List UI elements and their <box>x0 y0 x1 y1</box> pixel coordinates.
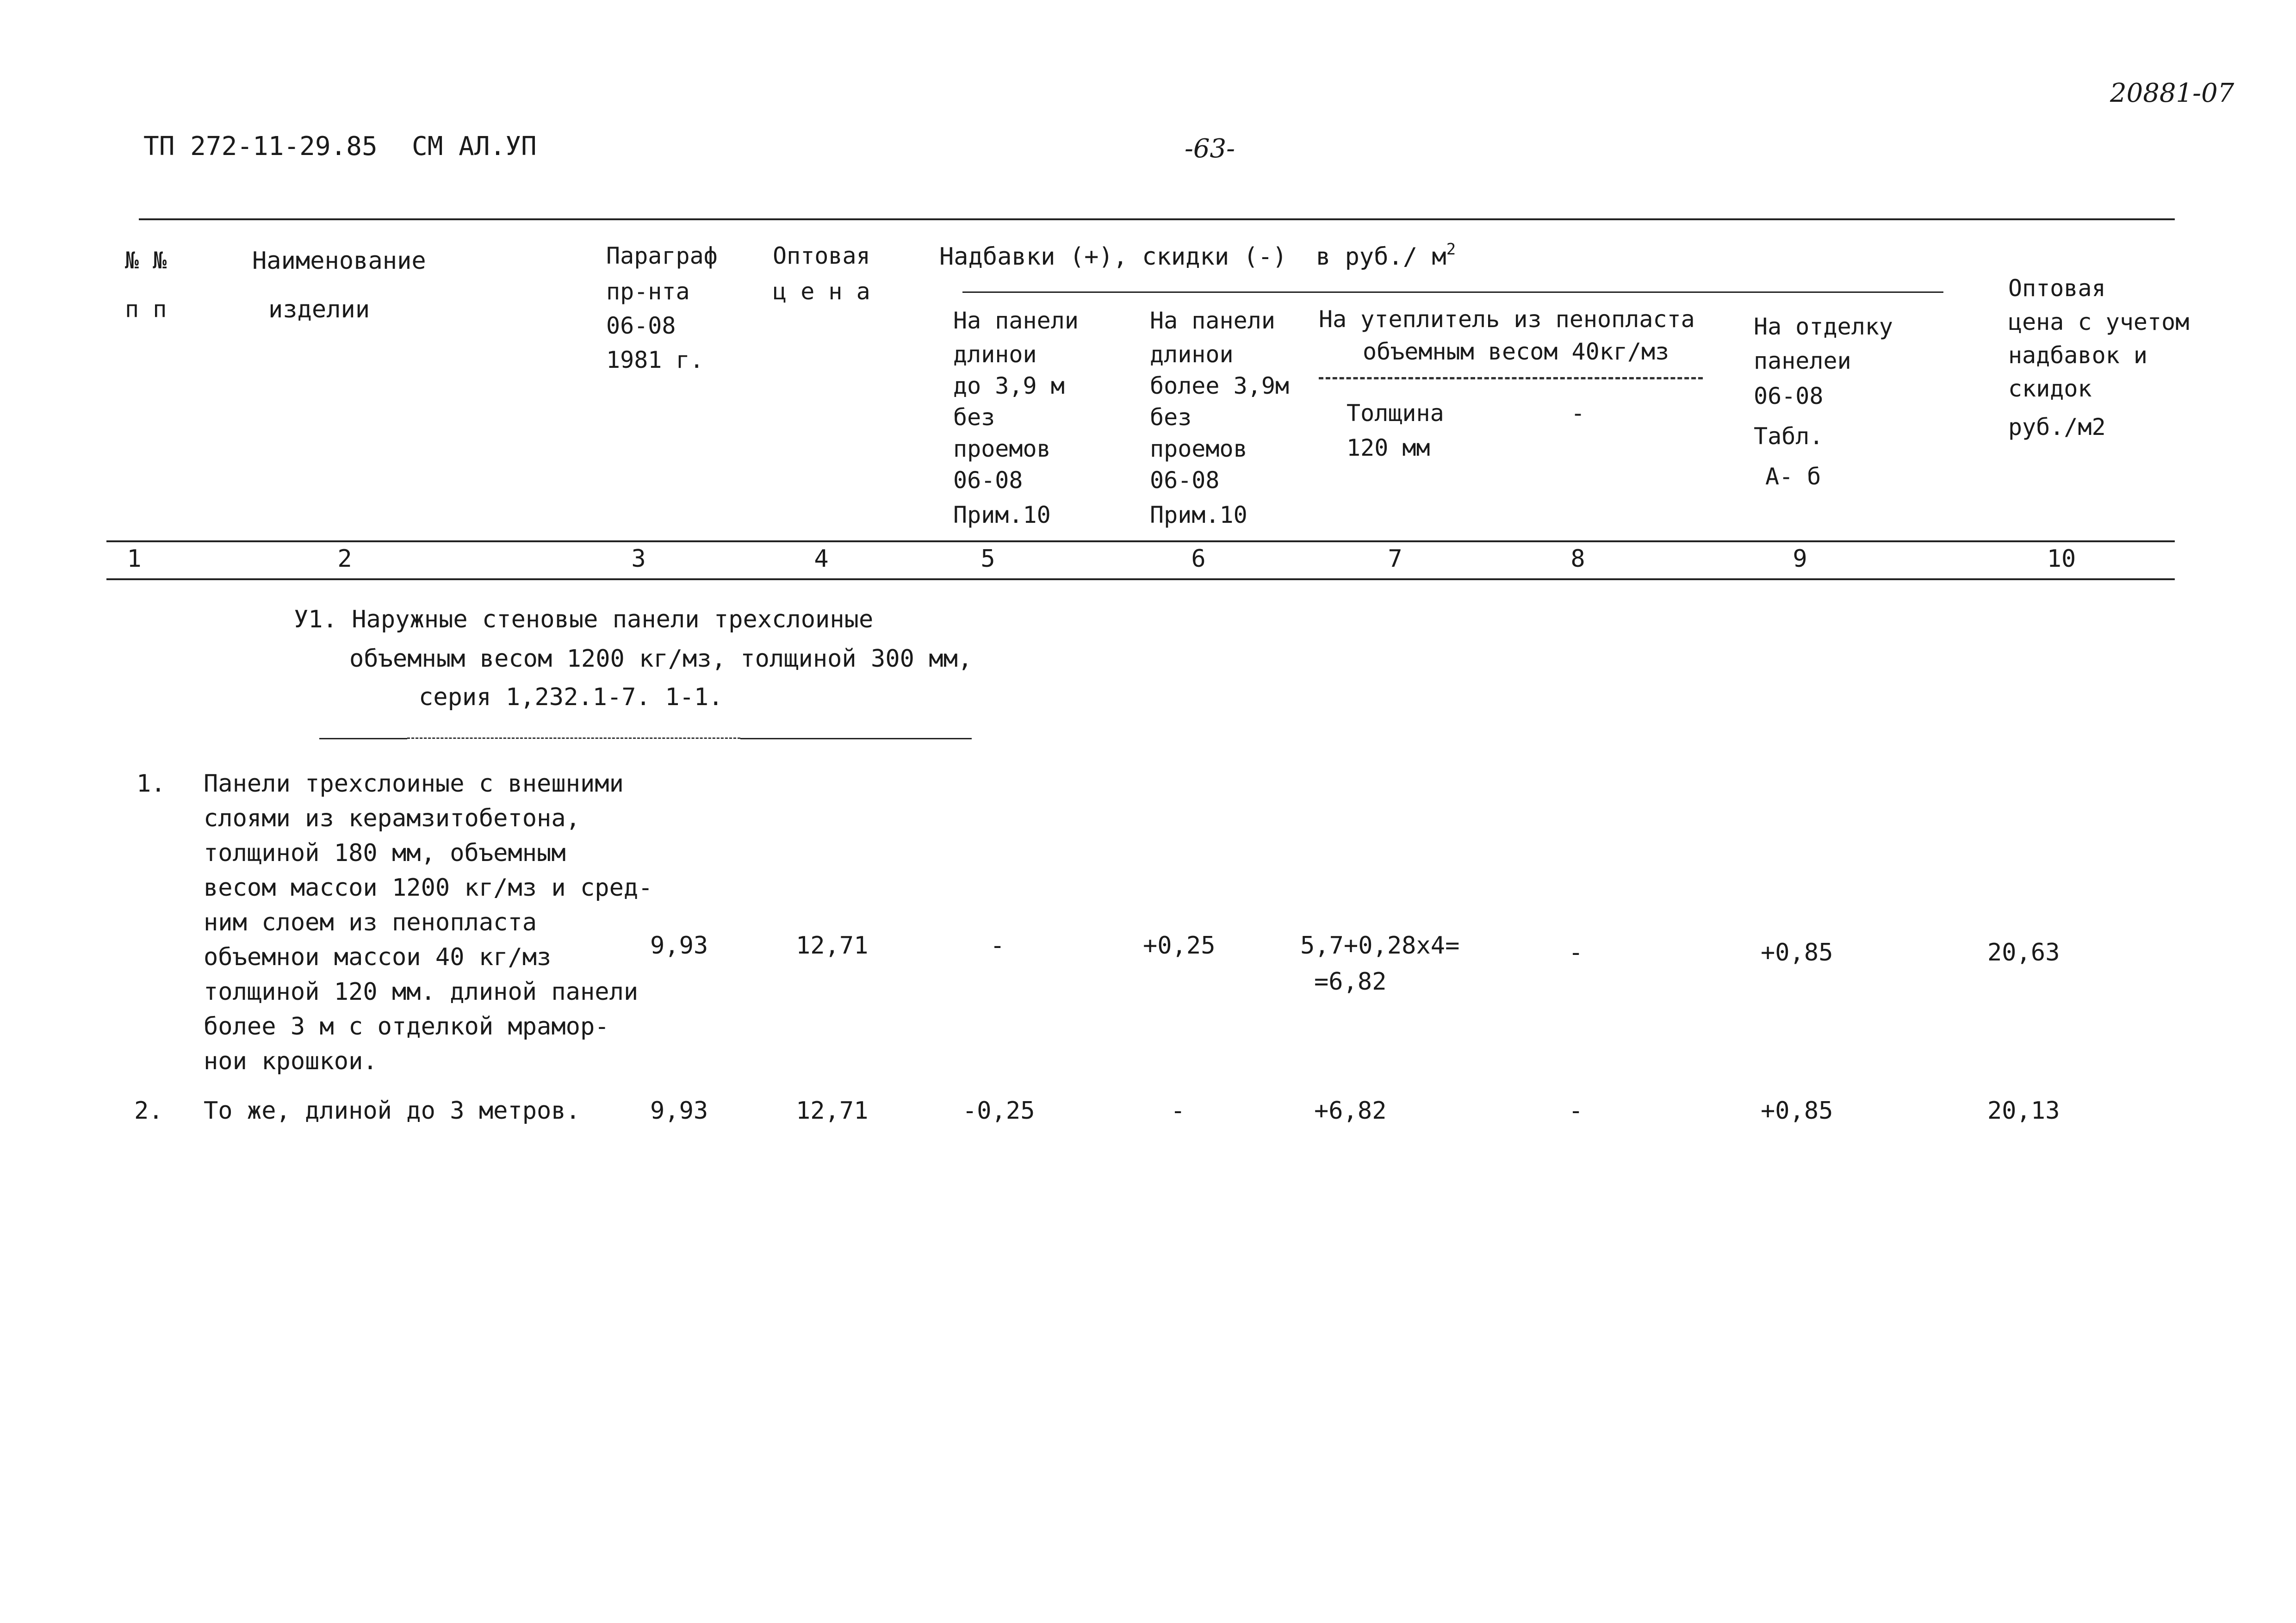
header-col10-line3: надбавок и <box>2008 342 2148 369</box>
header-group-rule <box>962 291 1943 293</box>
column-number-1: 1 <box>127 545 142 573</box>
header-col3-line2: пр-нта <box>606 278 690 305</box>
row-final-price: 20,63 <box>1987 939 2060 966</box>
row-name-line: То же, длиной до 3 метров. <box>204 1097 580 1125</box>
header-col5-line3: до 3,9 м <box>953 372 1065 399</box>
column-number-2: 2 <box>337 545 352 573</box>
archive-stamp-number: 20881-07 <box>2110 78 2234 108</box>
row-name-line: слоями из керамзитобетона, <box>204 805 580 832</box>
header-col78-line1: На утеплитель из пенопласта <box>1319 306 1695 333</box>
row-number: 2. <box>134 1097 163 1125</box>
column-number-7: 7 <box>1388 545 1402 573</box>
header-col6-line1: На панели <box>1150 307 1275 334</box>
column-number-9: 9 <box>1793 545 1807 573</box>
header-col2-line2: изделии <box>268 296 370 323</box>
header-group-title: Надбавки (+), скидки (-) в руб./ $м^2$ <box>939 240 1456 271</box>
header-col5-line4: без <box>953 404 995 431</box>
header-col9-line1: На отделку <box>1754 313 1893 340</box>
page-number: -63- <box>1185 134 1235 164</box>
table-top-rule <box>139 218 2175 220</box>
row-wholesale-price: 12,71 <box>796 1097 869 1125</box>
header-col3-line1: Параграф <box>606 242 718 269</box>
section-title-line2: объемным весом 1200 кг/мз, толщиной 300 мм, <box>349 645 973 673</box>
row-col6: - <box>1171 1097 1185 1125</box>
column-number-6: 6 <box>1191 545 1206 573</box>
row-paragraph-price: 9,93 <box>650 1097 708 1125</box>
row-name-line: толщиной 120 мм. длиной панели <box>204 978 639 1006</box>
column-number-4: 4 <box>814 545 829 573</box>
section-underline-dashed <box>407 737 740 739</box>
section-underline-end <box>740 738 972 739</box>
header-col8: - <box>1571 400 1585 427</box>
row-col7-line2: =6,82 <box>1314 968 1387 996</box>
header-col10-line5: руб./м2 <box>2008 414 2106 440</box>
section-title-line3: серия 1,232.1-7. 1-1. <box>419 683 723 711</box>
header-col10-line2: цена с учетом <box>2008 309 2190 335</box>
header-col9-line3: 06-08 <box>1754 383 1824 409</box>
row-name-line: Панели трехслоиные с внешними <box>204 770 624 798</box>
header-col9-line5: А- б <box>1765 463 1821 490</box>
column-number-3: 3 <box>631 545 646 573</box>
row-name-line: весом массои 1200 кг/мз и сред- <box>204 874 653 902</box>
row-col9: +0,85 <box>1761 939 1833 966</box>
row-col7: +6,82 <box>1314 1097 1387 1125</box>
header-col1-line1: № № <box>125 247 167 274</box>
column-number-8: 8 <box>1570 545 1585 573</box>
row-col9: +0,85 <box>1761 1097 1833 1125</box>
row-name-line: объемнои массои 40 кг/мз <box>204 943 552 971</box>
row-col6: +0,25 <box>1143 932 1216 960</box>
header-col10-line4: скидок <box>2008 375 2092 402</box>
section-underline <box>319 738 407 739</box>
row-wholesale-price: 12,71 <box>796 932 869 960</box>
header-col4-line1: Оптовая <box>773 242 870 269</box>
header-col78-line2: объемным весом 40кг/мз <box>1363 338 1669 365</box>
header-col6-line5: проемов <box>1150 435 1247 462</box>
header-col6-line6: 06-08 <box>1150 467 1220 494</box>
header-col3-line4: 1981 г. <box>606 347 704 373</box>
header-col2-line1: Наименование <box>252 247 426 275</box>
header-col78-dashed-rule <box>1319 377 1703 379</box>
header-col9-line2: панелеи <box>1754 347 1851 374</box>
row-col5: - <box>990 932 1005 960</box>
row-paragraph-price: 9,93 <box>650 932 708 960</box>
header-col7-line1: Толщина <box>1347 400 1444 427</box>
album-code: СМ АЛ.УП <box>412 131 537 161</box>
header-col4-line2: ц е н а <box>773 278 870 305</box>
row-name-line: более 3 м с отделкой мрамор- <box>204 1013 609 1041</box>
row-name-line: нои крошкои. <box>204 1047 378 1075</box>
header-col5-line2: длинои <box>953 341 1037 368</box>
row-name-line: толщиной 180 мм, объемным <box>204 839 566 867</box>
row-col5: -0,25 <box>962 1097 1035 1125</box>
header-col7-line2: 120 мм <box>1347 434 1430 461</box>
header-col5-line1: На панели <box>953 307 1079 334</box>
header-col6-line7: Прим.10 <box>1150 502 1247 528</box>
header-col3-line3: 06-08 <box>606 312 676 339</box>
row-col8: - <box>1569 939 1583 966</box>
header-col6-line2: длинои <box>1150 341 1234 368</box>
header-col6-line4: без <box>1150 404 1192 431</box>
column-number-10: 10 <box>2047 545 2076 573</box>
header-col5-line6: 06-08 <box>953 467 1023 494</box>
header-col10-line1: Оптовая <box>2008 275 2106 302</box>
header-col6-line3: более 3,9м <box>1150 372 1290 399</box>
column-numbers-top-rule <box>106 540 2175 542</box>
row-col7-line1: 5,7+0,28х4= <box>1300 932 1460 960</box>
header-col1-line2: п п <box>125 296 167 322</box>
document-code: ТП 272-11-29.85 <box>143 131 378 161</box>
row-number: 1. <box>137 770 166 798</box>
header-col9-line4: Табл. <box>1754 423 1824 450</box>
column-number-5: 5 <box>980 545 995 573</box>
header-col5-line5: проемов <box>953 435 1051 462</box>
section-title-line1: У1. Наружные стеновые панели трехслоиные <box>294 606 874 633</box>
row-col8: - <box>1569 1097 1583 1125</box>
row-final-price: 20,13 <box>1987 1097 2060 1125</box>
header-col5-line7: Прим.10 <box>953 502 1051 528</box>
row-name-line: ним слоем из пенопласта <box>204 909 537 936</box>
column-numbers-bottom-rule <box>106 578 2175 580</box>
